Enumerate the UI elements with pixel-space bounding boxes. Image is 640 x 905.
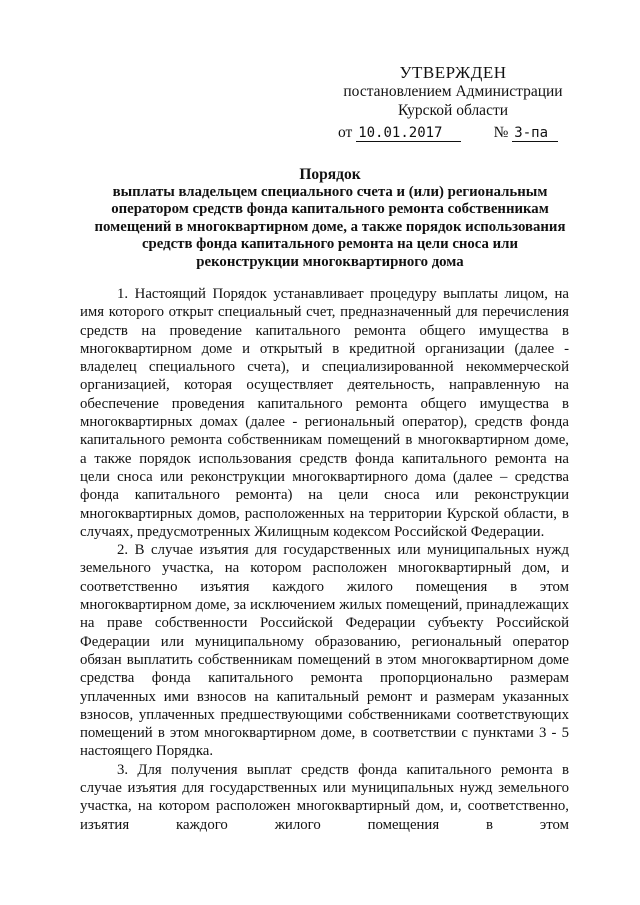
approval-date: [338, 123, 461, 142]
heading-subtitle: выплаты владельцем специального счета и (или) региональным оператором средств фонда капитального ремонта собственникам помещений в многоквартирном доме, а также порядок использования средств фонда капитального ремонта на цели сноса или реконструкции многоквартирного дома: [94, 183, 566, 270]
approval-region: Курской области: [397, 102, 509, 119]
paragraph-1: 1. Настоящий Порядок устанавливает процедуру выплаты лицом, на имя которого открыт специальный счет, предназначенный для перечисления средств на проведение капитального ремонта общего имущества в многоквартирном доме и открытый в кредитной организации (далее - владелец специального счета), и специализированной некоммерческой организацией, которая осуществляет деятельность, направленную на обеспечение проведения капитального ремонта общего имущества в многоквартирных домах (далее - региональный оператор), средств фонда капитального ремонта собственникам помещений в многоквартирном доме, а также порядок использования средств фонда капитального ремонта на цели сноса или реконструкции многоквартирного дома (далее – средства фонда капитального ремонта) на цели сноса или реконструкции многоквартирных домов, расположенных на территории Курской области, в случаях, предусмотренных Жилищным кодексом Российской Федерации.: [80, 286, 569, 540]
heading-title: Порядок: [299, 166, 361, 183]
approval-authority: постановлением Администрации: [343, 83, 563, 100]
paragraph-2: 2. В случае изъятия для государственных или муниципальных нужд земельного участка, на котором расположен многоквартирный дом, и соответственно изъятия каждого жилого помещения в этом многоквартирном доме, за исключением жилых помещений, принадлежащих на праве собственности Российской Федерации субъекту Российской Федерации или муниципальному образованию, региональный оператор обязан выплатить собственникам помещений в этом многоквартирном доме средства фонда капитального ремонта пропорционально размерам уплаченных ими взносов на капитальный ремонт и размерам указанных взносов, уплаченных предшествующими собственниками соответствующих помещений в этом многоквартирном доме, в соответствии с пунктами 3 - 5 настоящего Порядка.: [80, 542, 569, 760]
paragraph-3: 3. Для получения выплат средств фонда капитального ремонта в случае изъятия для государственных или муниципальных нужд земельного участка, на котором расположен многоквартирный дом, и, соответственно, изъятия каждого жилого помещения в этом: [80, 761, 569, 833]
number-prefix: №: [493, 124, 509, 141]
date-value: 10.01.2017: [356, 126, 460, 142]
approval-date-row: [338, 123, 568, 142]
approval-number: [494, 123, 558, 142]
date-prefix: от: [338, 124, 353, 141]
approval-stamp: [338, 63, 568, 142]
number-value: 3-па: [512, 126, 558, 142]
document-body: [80, 285, 569, 834]
approval-title: УТВЕРЖДЕН: [399, 63, 507, 82]
document-heading: [90, 166, 570, 271]
